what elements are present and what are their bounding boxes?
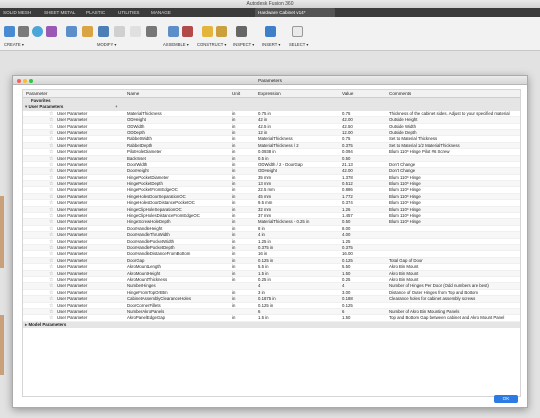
combine-icon[interactable] xyxy=(114,26,125,37)
press-pull-icon[interactable] xyxy=(82,26,93,37)
parameter-expression[interactable]: 5.5 in xyxy=(258,264,269,270)
parameter-expression[interactable]: 0.375 in xyxy=(258,244,274,250)
column-header-parameter[interactable]: Parameter xyxy=(26,91,48,96)
parameter-value: 1.457 xyxy=(342,213,353,219)
fillet-icon[interactable] xyxy=(66,26,77,37)
parameter-expression[interactable]: MaterialThickness xyxy=(258,136,293,142)
parameter-unit[interactable]: in xyxy=(232,142,236,148)
favorite-star-icon[interactable]: ☆ xyxy=(49,155,54,162)
parameter-value: 42.00 xyxy=(342,168,353,174)
select-icon[interactable] xyxy=(292,26,303,37)
parameter-type: User Parameter xyxy=(57,225,88,231)
parameter-unit[interactable]: in xyxy=(232,155,236,161)
parameter-name: DoorHandlePocketDepth xyxy=(127,244,175,250)
parameter-expression[interactable]: 32 mm xyxy=(258,206,272,212)
model-parameters-group[interactable] xyxy=(23,322,520,328)
tab-plastic[interactable]: PLASTIC xyxy=(86,10,106,15)
parameter-expression[interactable]: 22.5 mm xyxy=(258,187,275,193)
parameters-dialog xyxy=(12,75,528,408)
favorite-star-icon[interactable]: ☆ xyxy=(49,257,54,264)
parameter-value: 0.188 xyxy=(342,296,353,302)
parameter-value: 42.00 xyxy=(342,117,353,123)
favorite-star-icon[interactable]: ☆ xyxy=(49,283,54,290)
as-built-joint-icon[interactable] xyxy=(182,26,193,37)
parameter-type: User Parameter xyxy=(57,308,88,314)
insert-menu[interactable]: INSERT ▾ xyxy=(262,42,281,47)
parameter-type: User Parameter xyxy=(57,251,88,257)
parameter-type: User Parameter xyxy=(57,129,88,135)
parameter-comment[interactable]: Blum 110º Hinge xyxy=(389,193,421,199)
parameter-unit[interactable]: in xyxy=(232,149,236,155)
parameter-comment[interactable]: Outside Depth xyxy=(389,129,417,135)
parameter-type: User Parameter xyxy=(57,276,88,282)
tab-solid[interactable]: SOLID xyxy=(3,10,17,15)
parameter-name: DoorHandleDistanceFromBottom xyxy=(127,251,191,257)
parameter-type: User Parameter xyxy=(57,283,88,289)
chevron-down-icon[interactable]: ▾ xyxy=(25,104,28,110)
parameter-value: 1.25 xyxy=(342,238,351,244)
parameter-comment[interactable]: Outside Height xyxy=(389,117,418,123)
parameter-value: 1.378 xyxy=(342,174,353,180)
joint-icon[interactable] xyxy=(168,26,179,37)
favorite-star-icon[interactable]: ☆ xyxy=(49,181,54,188)
parameter-unit[interactable]: in xyxy=(232,168,236,174)
new-component-icon[interactable] xyxy=(4,26,15,37)
parameter-unit[interactable]: in xyxy=(232,238,236,244)
parameter-value: 5.50 xyxy=(342,264,351,270)
parameter-expression[interactable]: 4 xyxy=(258,283,261,289)
parameter-type: User Parameter xyxy=(57,187,88,193)
parameter-unit[interactable]: in xyxy=(232,174,236,180)
parameter-value: 0.375 xyxy=(342,142,353,148)
modify-menu[interactable]: MODIFY ▾ xyxy=(97,42,117,47)
parameter-expression[interactable]: 1.25 in xyxy=(258,238,271,244)
parameter-type: User Parameter xyxy=(57,270,88,276)
favorites-label: Favorites xyxy=(31,98,51,103)
parameter-comment[interactable]: Akro Bin Mount xyxy=(389,276,419,282)
tab-manage[interactable]: MANAGE xyxy=(151,10,171,15)
parameter-value: 12.00 xyxy=(342,129,353,135)
parameter-unit[interactable]: in xyxy=(232,270,236,276)
parameter-name: HingeScrewHoleDepth xyxy=(127,219,171,225)
cabinet-model-edge xyxy=(0,196,4,268)
assemble-menu[interactable]: ASSEMBLE ▾ xyxy=(163,42,189,47)
dialog-title: Parameters xyxy=(258,78,282,83)
parameter-unit[interactable]: in xyxy=(232,315,236,321)
parameter-unit[interactable]: in xyxy=(232,110,236,116)
parameter-unit[interactable]: in xyxy=(232,213,236,219)
parameter-expression[interactable]: 1.5 in xyxy=(258,315,269,321)
parameter-comment[interactable]: Number of Akro Bin Mounting Panels xyxy=(389,308,460,314)
move-icon[interactable] xyxy=(146,26,157,37)
parameter-unit[interactable]: in xyxy=(232,193,236,199)
parameter-type: User Parameter xyxy=(57,238,88,244)
parameter-unit[interactable]: in xyxy=(232,123,236,129)
parameter-unit[interactable]: in xyxy=(232,206,236,212)
parameter-expression[interactable]: 0.125 in xyxy=(258,302,274,308)
favorite-star-icon[interactable]: ☆ xyxy=(49,308,54,315)
favorite-star-icon[interactable]: ☆ xyxy=(49,296,54,303)
favorite-star-icon[interactable]: ☆ xyxy=(49,302,54,309)
parameter-unit[interactable]: in xyxy=(232,225,236,231)
favorite-star-icon[interactable]: ☆ xyxy=(49,315,54,322)
parameter-type: User Parameter xyxy=(57,181,88,187)
parameter-value: 1.50 xyxy=(342,315,351,321)
favorite-star-icon[interactable]: ☆ xyxy=(49,149,54,156)
favorite-star-icon[interactable]: ☆ xyxy=(49,219,54,226)
parameter-name: HingePocketDiameter xyxy=(127,174,169,180)
parameter-expression[interactable]: MaterialThickness - 0.25 in xyxy=(258,219,310,225)
parameter-value: 3.00 xyxy=(342,289,351,295)
parameter-name: HingeHolesDoorSeparationOC xyxy=(127,193,186,199)
document-tab-label: Hardware Cabinet v14* xyxy=(258,10,306,15)
favorite-star-icon[interactable]: ☆ xyxy=(49,206,54,213)
axis-icon[interactable] xyxy=(216,26,227,37)
parameter-name: ODHeight xyxy=(127,117,146,123)
parameter-expression[interactable]: 0.75 in xyxy=(258,110,271,116)
column-header-expression[interactable]: Expression xyxy=(258,91,281,96)
parameter-expression[interactable]: MaterialThickness / 2 xyxy=(258,142,299,148)
parameters-table xyxy=(22,89,521,397)
parameter-comment[interactable]: Blum 110º Hinge xyxy=(389,206,421,212)
parameter-value: 0.125 xyxy=(342,257,353,263)
parameter-name: PilotHoleDiameter xyxy=(127,149,162,155)
parameter-expression[interactable]: 0.5 in xyxy=(258,155,269,161)
parameter-expression[interactable]: 37 mm xyxy=(258,213,272,219)
parameter-comment[interactable]: Blum 110º Hinge xyxy=(389,219,421,225)
tab-mesh[interactable]: MESH xyxy=(18,10,32,15)
ok-button[interactable] xyxy=(494,395,518,403)
parameter-unit[interactable]: in xyxy=(232,244,236,250)
parameter-type: User Parameter xyxy=(57,206,88,212)
parameter-unit[interactable]: in xyxy=(232,187,236,193)
toolbar-ribbon xyxy=(0,17,540,51)
parameter-type: User Parameter xyxy=(57,149,88,155)
app-title-bar xyxy=(0,0,540,8)
parameter-comment[interactable]: Don't Change xyxy=(389,161,416,167)
parameter-name: DoorHandleHeight xyxy=(127,225,163,231)
parameter-value: 0.375 xyxy=(342,244,353,250)
extrude-icon[interactable] xyxy=(18,26,29,37)
parameter-type: User Parameter xyxy=(57,302,88,308)
parameter-name: HingeClipHolesDistanceFromEdgeOC xyxy=(127,213,200,219)
parameter-comment[interactable]: Akro Bin Mount xyxy=(389,264,419,270)
create-menu[interactable]: CREATE ▾ xyxy=(4,42,24,47)
model-parameters-label: Model Parameters xyxy=(28,321,67,327)
parameter-value: 0.374 xyxy=(342,200,353,206)
parameter-value: 0.125 xyxy=(342,302,353,308)
parameter-comment[interactable]: Don't Change xyxy=(389,168,416,174)
parameter-name: MaterialThickness xyxy=(127,110,162,116)
parameter-comment[interactable]: Top and Bottom Gap between cabinet and Akro Mount Panel xyxy=(389,315,505,321)
parameter-value: 1.772 xyxy=(342,193,353,199)
parameter-expression[interactable]: 4 in xyxy=(258,232,265,238)
favorite-star-icon[interactable]: ☆ xyxy=(49,251,54,258)
parameter-name: DoorHandlePocketWidth xyxy=(127,238,175,244)
parameter-name: HingePocketFromEdgeOC xyxy=(127,187,178,193)
parameter-name: HingeFromTopOrBtm xyxy=(127,289,168,295)
parameter-expression[interactable]: 42 in xyxy=(258,117,268,123)
parameter-expression[interactable]: ODHeight xyxy=(258,168,277,174)
parameter-name: AkroMountHeight xyxy=(127,270,161,276)
favorite-star-icon[interactable]: ☆ xyxy=(49,289,54,296)
parameter-unit[interactable]: in xyxy=(232,136,236,142)
parameter-comment[interactable]: Akro Bin Mount xyxy=(389,270,419,276)
parameter-expression[interactable]: 0.25 in xyxy=(258,276,271,282)
parameter-expression[interactable]: 42.5 in xyxy=(258,123,271,129)
parameter-expression[interactable]: 9.5 mm xyxy=(258,200,273,206)
parameter-expression[interactable]: 0.1875 in xyxy=(258,296,276,302)
parameter-comment[interactable]: Blum 110º Hinge xyxy=(389,181,421,187)
parameter-value: 4.00 xyxy=(342,232,351,238)
parameter-value: 0.75 xyxy=(342,136,351,142)
favorite-star-icon[interactable]: ☆ xyxy=(49,161,54,168)
parameter-value: 0.512 xyxy=(342,181,353,187)
parameter-name: DoorGap xyxy=(127,257,145,263)
parameter-unit[interactable]: in xyxy=(232,232,236,238)
select-menu[interactable]: SELECT ▾ xyxy=(289,42,309,47)
parameter-unit[interactable]: in xyxy=(232,251,236,257)
parameter-name: BackInset xyxy=(127,155,146,161)
ok-button-label: OK xyxy=(502,396,510,401)
parameter-value: 42.50 xyxy=(342,123,353,129)
parameter-type: User Parameter xyxy=(57,289,88,295)
chevron-right-icon[interactable]: ▸ xyxy=(25,321,28,327)
favorite-star-icon[interactable]: ☆ xyxy=(49,136,54,143)
parameter-name: HingeHolesDoorDistancePocketOC xyxy=(127,200,195,206)
parameter-type: User Parameter xyxy=(57,213,88,219)
parameter-type: User Parameter xyxy=(57,257,88,263)
favorite-star-icon[interactable]: ☆ xyxy=(49,110,54,117)
parameter-expression[interactable]: 35 mm xyxy=(258,174,272,180)
parameter-expression[interactable]: ODWidth / 2 - DoorGap xyxy=(258,161,303,167)
dialog-title-bar xyxy=(13,76,527,85)
user-parameters-label: User Parameters xyxy=(28,104,64,110)
parameter-name: DoorCornerFillets xyxy=(127,302,161,308)
column-header-unit[interactable]: Unit xyxy=(232,91,241,96)
column-header-comments[interactable]: Comments xyxy=(389,91,412,96)
parameter-name: HingeClipHoleSeparationOC xyxy=(127,206,182,212)
measure-icon[interactable] xyxy=(236,26,247,37)
cabinet-model-edge xyxy=(0,315,4,375)
parameter-comment[interactable]: Blum 110º Hinge xyxy=(389,187,421,193)
parameter-name: NumberAkroPanels xyxy=(127,308,165,314)
favorite-star-icon[interactable]: ☆ xyxy=(49,238,54,245)
favorite-star-icon[interactable]: ☆ xyxy=(49,213,54,220)
column-header-name[interactable]: Name xyxy=(127,91,140,96)
parameter-name: AkroMountThickness xyxy=(127,276,168,282)
table-header xyxy=(23,90,520,98)
parameter-type: User Parameter xyxy=(57,110,88,116)
column-header-value[interactable]: Value xyxy=(342,91,354,96)
parameter-comment[interactable]: Number of Hinges Per Door (Odd numbers are best) xyxy=(389,283,489,289)
parameter-unit[interactable]: in xyxy=(232,264,236,270)
parameter-comment[interactable]: Distance of Outer Hinges from Top and Bottom xyxy=(389,289,479,295)
favorite-star-icon[interactable]: ☆ xyxy=(49,168,54,175)
add-parameter-button[interactable]: + xyxy=(115,104,118,110)
parameter-value: 0.50 xyxy=(342,155,351,161)
parameter-type: User Parameter xyxy=(57,136,88,142)
favorite-star-icon[interactable]: ☆ xyxy=(49,142,54,149)
parameter-unit[interactable]: in xyxy=(232,302,236,308)
favorite-star-icon[interactable]: ☆ xyxy=(49,123,54,130)
parameter-name: ODWidth xyxy=(127,123,145,129)
parameter-value: 1.26 xyxy=(342,206,351,212)
tab-utilities[interactable]: UTILITIES xyxy=(118,10,140,15)
parameter-type: User Parameter xyxy=(57,117,88,123)
parameter-name: DoorWidth xyxy=(127,161,148,167)
parameter-value: 4 xyxy=(342,283,345,289)
parameter-name: CabinetAssemblyClearanceHoles xyxy=(127,296,192,302)
parameter-expression[interactable]: 13 mm xyxy=(258,181,272,187)
parameter-comment[interactable]: Blum 110º Hinge Pilot #6 Screw xyxy=(389,149,450,155)
parameter-value: 0.094 xyxy=(342,149,353,155)
parameter-type: User Parameter xyxy=(57,315,88,321)
parameter-type: User Parameter xyxy=(57,193,88,199)
parameter-expression[interactable]: 45 mm xyxy=(258,193,272,199)
favorite-star-icon[interactable]: ☆ xyxy=(49,117,54,124)
parameter-value: 0.75 xyxy=(342,110,351,116)
parameter-rows xyxy=(23,111,520,322)
parameter-unit[interactable]: in xyxy=(232,296,236,302)
parameter-type: User Parameter xyxy=(57,244,88,250)
favorite-star-icon[interactable]: ☆ xyxy=(49,225,54,232)
parameter-unit[interactable]: in xyxy=(232,129,236,135)
parameter-type: User Parameter xyxy=(57,168,88,174)
parameter-name: AkroMountLength xyxy=(127,264,161,270)
parameter-name: HingePocketDepth xyxy=(127,181,163,187)
inspect-menu[interactable]: INSPECT ▾ xyxy=(233,42,255,47)
parameter-value: 1.50 xyxy=(342,270,351,276)
shell-icon[interactable] xyxy=(98,26,109,37)
parameter-expression[interactable]: 0.0938 in xyxy=(258,149,276,155)
parameter-name: DoorHandleThruWidth xyxy=(127,232,170,238)
favorite-star-icon[interactable]: ☆ xyxy=(49,174,54,181)
favorite-star-icon[interactable]: ☆ xyxy=(49,129,54,136)
parameter-name: NumberHinges xyxy=(127,283,156,289)
minimize-icon[interactable] xyxy=(23,79,27,83)
close-icon[interactable] xyxy=(17,79,21,83)
parameter-unit[interactable]: in xyxy=(232,117,236,123)
parameter-expression[interactable]: 6 xyxy=(258,308,261,314)
parameter-expression[interactable]: 12 in xyxy=(258,129,268,135)
zoom-icon[interactable] xyxy=(29,79,33,83)
parameter-comment[interactable]: Thickness of the cabinet sides. Adjust to your specified material xyxy=(389,110,510,116)
tab-sheet-metal[interactable]: SHEET METAL xyxy=(44,10,76,15)
parameter-value: 16.00 xyxy=(342,251,353,257)
parameter-comment[interactable]: Outside Width xyxy=(389,123,416,129)
parameter-unit[interactable]: in xyxy=(232,257,236,263)
parameter-type: User Parameter xyxy=(57,142,88,148)
parameter-type: User Parameter xyxy=(57,264,88,270)
parameter-expression[interactable]: 3 in xyxy=(258,289,265,295)
favorite-star-icon[interactable]: ☆ xyxy=(49,193,54,200)
parameter-comment[interactable]: Set to Material 1/2 MaterialThickness xyxy=(389,142,460,148)
parameter-expression[interactable]: 0.125 in xyxy=(258,257,274,263)
form-icon[interactable] xyxy=(46,26,57,37)
parameter-name: RabbetWidth xyxy=(127,136,152,142)
parameter-unit[interactable]: in xyxy=(232,161,236,167)
parameter-comment[interactable]: Total Gap of Door xyxy=(389,257,423,263)
favorite-star-icon[interactable]: ☆ xyxy=(49,264,54,271)
parameter-type: User Parameter xyxy=(57,200,88,206)
parameter-type: User Parameter xyxy=(57,155,88,161)
parameter-type: User Parameter xyxy=(57,219,88,225)
offset-plane-icon[interactable] xyxy=(202,26,213,37)
parameter-value: 0.886 xyxy=(342,187,353,193)
parameter-comment[interactable]: Set to Material Thickness xyxy=(389,136,438,142)
parameter-comment[interactable]: Blum 110º Hinge xyxy=(389,174,421,180)
favorite-star-icon[interactable]: ☆ xyxy=(49,270,54,277)
parameter-unit[interactable]: in xyxy=(232,181,236,187)
parameter-name: ODDepth xyxy=(127,129,145,135)
align-icon[interactable] xyxy=(130,26,141,37)
parameter-type: User Parameter xyxy=(57,296,88,302)
parameter-unit[interactable]: in xyxy=(232,200,236,206)
parameter-type: User Parameter xyxy=(57,174,88,180)
parameter-name: DoorHeight xyxy=(127,168,149,174)
parameter-unit[interactable]: in xyxy=(232,289,236,295)
insert-image-icon[interactable] xyxy=(265,26,276,37)
parameter-type: User Parameter xyxy=(57,123,88,129)
parameter-unit[interactable]: in xyxy=(232,219,236,225)
parameter-comment[interactable]: Blum 110º Hinge xyxy=(389,213,421,219)
construct-menu[interactable]: CONSTRUCT ▾ xyxy=(197,42,227,47)
parameter-value: 8.00 xyxy=(342,225,351,231)
parameter-comment[interactable]: Clearance holes for cabinet assembly screws xyxy=(389,296,476,302)
parameter-expression[interactable]: 8 in xyxy=(258,225,265,231)
parameter-value: 0.25 xyxy=(342,276,351,282)
parameter-comment[interactable]: Blum 110º Hinge xyxy=(389,200,421,206)
parameter-name: AkroPanelEdgeGap xyxy=(127,315,165,321)
favorite-star-icon[interactable]: ☆ xyxy=(49,244,54,251)
parameter-expression[interactable]: 1.5 in xyxy=(258,270,269,276)
favorite-star-icon[interactable]: ☆ xyxy=(49,187,54,194)
parameter-expression[interactable]: 16 in xyxy=(258,251,268,257)
parameter-name: RabbetDepth xyxy=(127,142,153,148)
app-title: Autodesk Fusion 360 xyxy=(246,1,294,7)
parameter-type: User Parameter xyxy=(57,161,88,167)
favorite-star-icon[interactable]: ☆ xyxy=(49,276,54,283)
favorite-star-icon[interactable]: ☆ xyxy=(49,232,54,239)
parameter-unit[interactable]: in xyxy=(232,276,236,282)
parameter-value: 0.50 xyxy=(342,219,351,225)
parameter-value: 21.13 xyxy=(342,161,353,167)
sphere-icon[interactable] xyxy=(32,26,43,37)
favorite-star-icon[interactable]: ☆ xyxy=(49,200,54,207)
parameter-type: User Parameter xyxy=(57,232,88,238)
parameter-value: 6 xyxy=(342,308,345,314)
